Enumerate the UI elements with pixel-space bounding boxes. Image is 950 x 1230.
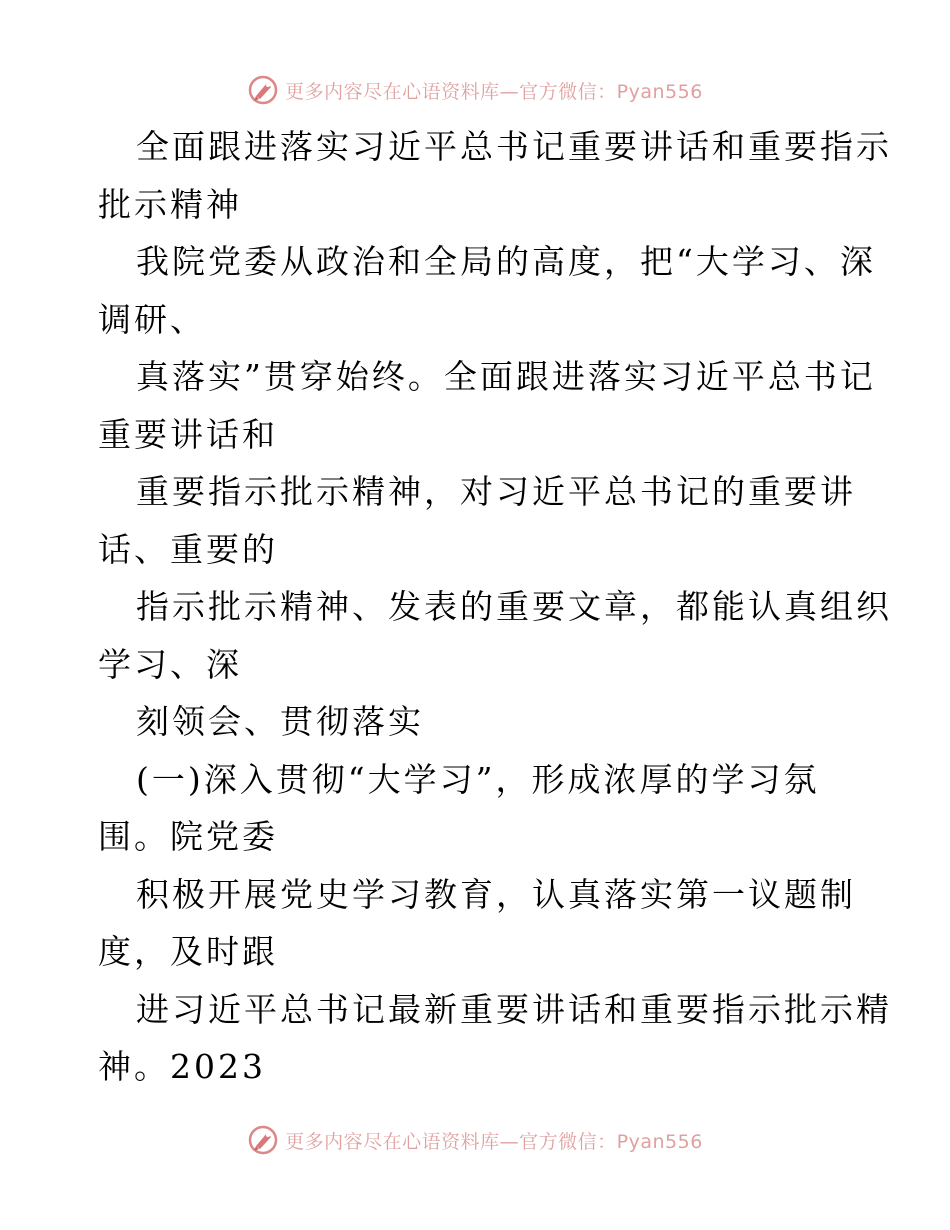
text-line: 重要讲话和 — [98, 414, 278, 454]
text-line: 指示批示精神、发表的重要文章，都能认真组织 — [136, 587, 892, 626]
text-line: 学习、深 — [98, 644, 242, 684]
text-line: 度，及时跟 — [98, 932, 278, 971]
text-line: 神。2023 — [98, 1047, 266, 1086]
text-line: 话、重要的 — [98, 529, 278, 569]
text-line: 重要指示批示精神，对习近平总书记的重要讲 — [136, 472, 856, 511]
text-line: 全面跟进落实习近平总书记重要讲话和重要指示 — [136, 127, 892, 166]
header-watermark — [0, 70, 950, 110]
pen-logo-icon — [247, 1124, 279, 1156]
text-line: 进习近平总书记最新重要讲话和重要指示批示精 — [136, 989, 892, 1029]
document-body — [98, 118, 892, 1096]
text-line: (一)深入贯彻“大学习”，形成浓厚的学习氛 — [136, 759, 820, 799]
text-line: 积极开展党史学习教育，认真落实第一议题制 — [136, 874, 856, 914]
text-line: 调研、 — [98, 299, 206, 339]
watermark-text: 更多内容尽在心语资料库—官方微信：Pyan556 — [285, 80, 703, 103]
text-line: 真落实”贯穿始终。全面跟进落实习近平总书记 — [136, 357, 876, 396]
text-line: 我院党委从政治和全局的高度，把“大学习、深 — [136, 242, 876, 281]
text-line: 批示精神 — [98, 184, 242, 224]
watermark-text: 更多内容尽在心语资料库—官方微信：Pyan556 — [285, 1130, 703, 1153]
text-line: 刻领会、贯彻落实 — [136, 702, 424, 741]
text-line: 围。院党委 — [98, 817, 278, 856]
footer-watermark — [0, 1120, 950, 1160]
pen-logo-icon — [247, 74, 279, 106]
